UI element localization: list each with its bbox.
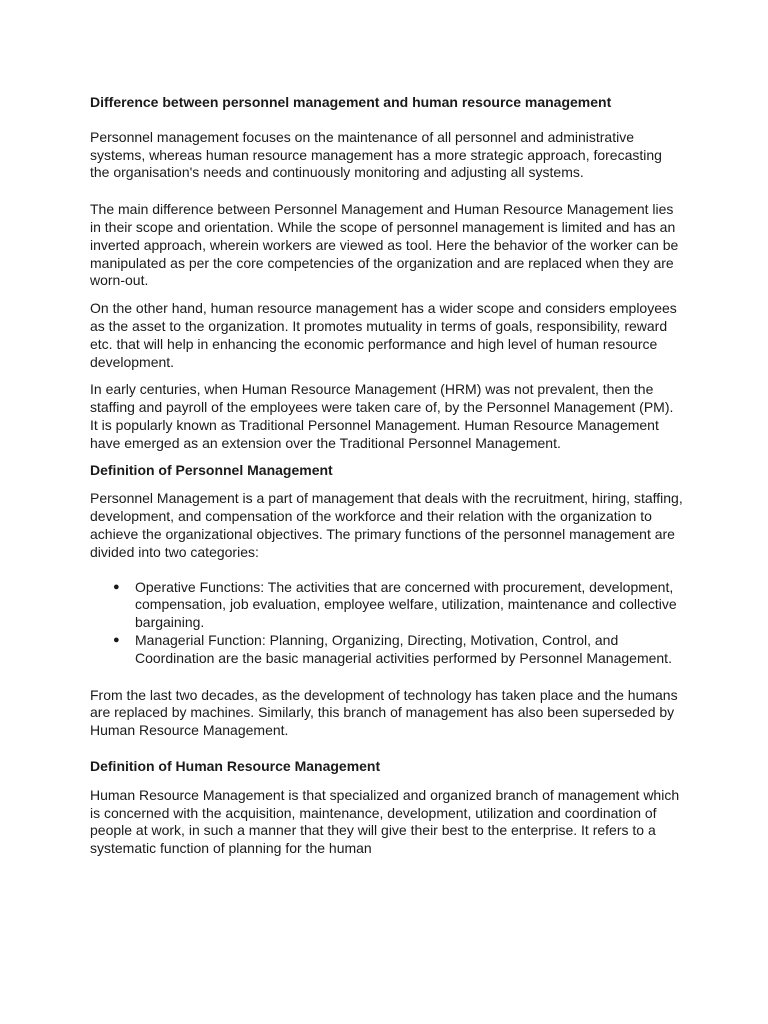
paragraph-main-difference: The main difference between Personnel Management and Human Resource Management lies in their scope and orientation. While the scope of personnel management is limited and has an inverted approach, wherein workers are viewed as tool. Here the behavior of the worker can be manipulated as per the core competencies of the organization and are replaced when they are worn-out. — [90, 201, 679, 289]
bullet-icon: ● — [113, 633, 120, 646]
document-page — [90, 94, 685, 858]
heading-human-resource-management: Definition of Human Resource Management — [90, 757, 381, 774]
paragraph-hrm-definition: Human Resource Management is that specialized and organized branch of management which is concerned with the acquisition, maintenance, development, utilization and coordination of people at work, in such a manner that they will give their best to the enterprise. It refers to a systematic function of planning for the human — [90, 786, 680, 857]
paragraph-last-two-decades: From the last two decades, as the development of technology has taken place and the humans are replaced by machines. Similarly, this branch of management has also been superseded by Human Resource Management. — [90, 686, 678, 739]
document-title: Difference between personnel management and human resource management — [90, 94, 612, 110]
bullet-icon: ● — [113, 580, 120, 593]
heading-personnel-management: Definition of Personnel Management — [90, 461, 333, 478]
list-item-text: Operative Functions: The activities that are concerned with procurement, development, compensation, job evaluation, employee welfare, utilization, maintenance and collective bargaining. — [135, 578, 677, 631]
functions-list — [90, 579, 685, 668]
list-item-text: Managerial Function: Planning, Organizing, Directing, Motivation, Control, and Coordination are the basic managerial activities performed by Personnel Management. — [135, 631, 672, 666]
paragraph-early-centuries: In early centuries, when Human Resource Management (HRM) was not prevalent, then the staffing and payroll of the employees were taken care of, by the Personnel Management (PM). It is popularly known as Traditional Personnel Management. Human Resource Management have emerged as an extension over the Traditional Personnel Management. — [90, 381, 674, 451]
paragraph-other-hand: On the other hand, human resource management has a wider scope and considers employees as the asset to the organization. It promotes mutuality in terms of goals, responsibility, reward etc. that will help in enhancing the economic performance and high level of human resource development. — [90, 300, 677, 370]
list-item — [113, 631, 685, 668]
list-item — [113, 578, 685, 632]
paragraph-pm-definition: Personnel Management is a part of management that deals with the recruitment, hiring, staffing, development, and compensation of the workforce and their relation with the organization to achieve the organizational objectives. The primary functions of the personnel management are divided into two categories: — [90, 490, 683, 560]
paragraph-intro: Personnel management focuses on the maintenance of all personnel and administrative systems, whereas human resource management has a more strategic approach, forecasting the organisation's needs and continuously monitoring and adjusting all systems. — [90, 128, 662, 181]
